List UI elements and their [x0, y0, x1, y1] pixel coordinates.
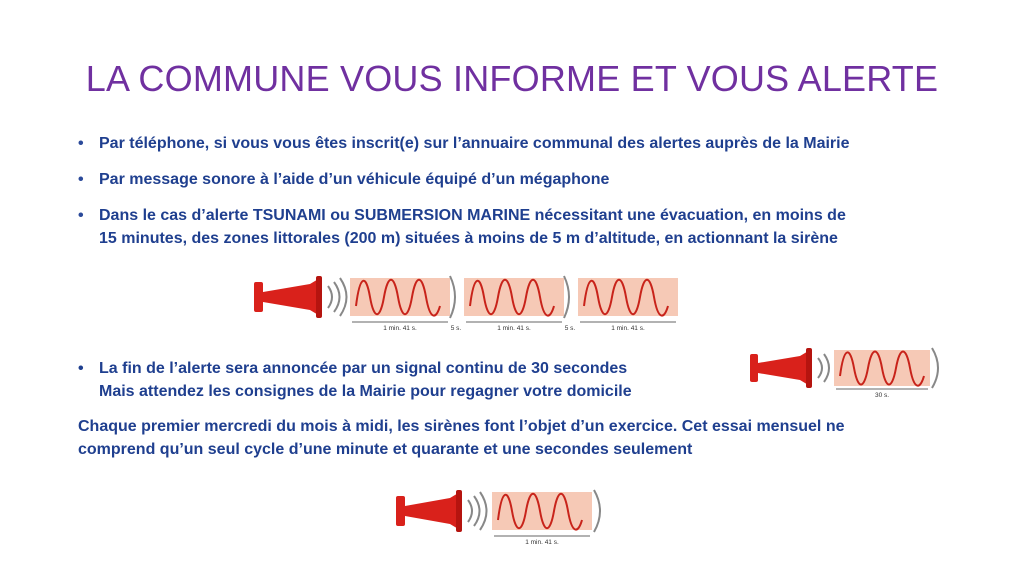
- cycle-duration-label-3: 1 min. 41 s.: [611, 325, 645, 332]
- siren-horn-icon: [254, 276, 322, 318]
- bullet-text: Mais attendez les consignes de la Mairie pour regagner votre domicile: [99, 383, 632, 400]
- exercise-paragraph: [78, 415, 978, 461]
- siren-alert-svg: [252, 270, 682, 334]
- cycle-duration-label-2: 1 min. 41 s.: [497, 325, 531, 332]
- bullet-text: Dans le cas d’alerte TSUNAMI ou SUBMERSION MARINE nécessitant une évacuation, en moins de: [99, 207, 846, 224]
- siren-end-diagram: [748, 344, 948, 400]
- pause-label-1: 5 s.: [450, 325, 462, 332]
- siren-horn-icon: [750, 348, 812, 388]
- pause-label-2: 5 s.: [564, 325, 576, 332]
- siren-test-svg: [394, 484, 614, 546]
- paragraph-text: Chaque premier mercredi du mois à midi, les sirènes font l’objet d’un exercice. Cet essai mensuel ne: [78, 418, 845, 435]
- siren-cycle-3: [578, 278, 678, 316]
- siren-cycle-1: [350, 276, 455, 318]
- bullet-telephone: [78, 132, 978, 155]
- bullet-text: 15 minutes, des zones littorales (200 m) situées à moins de 5 m d’altitude, en actionnant la sirène: [99, 230, 838, 247]
- bullet-text: La fin de l’alerte sera annoncée par un signal continu de 30 secondes: [99, 360, 628, 377]
- siren-alert-diagram: [252, 270, 682, 334]
- siren-horn-icon: [396, 490, 462, 532]
- cycle-duration-label-1: 1 min. 41 s.: [383, 325, 417, 332]
- bullet-text: Par message sonore à l’aide d’un véhicule équipé d’un mégaphone: [99, 171, 610, 188]
- siren-test-diagram: [394, 484, 614, 546]
- siren-cycle-2: [464, 276, 569, 318]
- end-duration-label: 30 s.: [874, 392, 890, 399]
- bullet-end-alert: [78, 357, 738, 403]
- paragraph-text: comprend qu’un seul cycle d’une minute et quarante et une secondes seulement: [78, 441, 693, 458]
- bullet-megaphone: [78, 168, 978, 191]
- bullet-tsunami: [78, 204, 978, 250]
- bullet-list: [78, 132, 978, 250]
- siren-end-svg: [748, 344, 948, 400]
- bullet-text: Par téléphone, si vous vous êtes inscrit(e) sur l’annuaire communal des alertes auprès de la Mairie: [99, 135, 850, 152]
- test-cycle-duration-label: 1 min. 41 s.: [525, 539, 559, 546]
- slide-title: LA COMMUNE VOUS INFORME ET VOUS ALERTE: [85, 58, 939, 99]
